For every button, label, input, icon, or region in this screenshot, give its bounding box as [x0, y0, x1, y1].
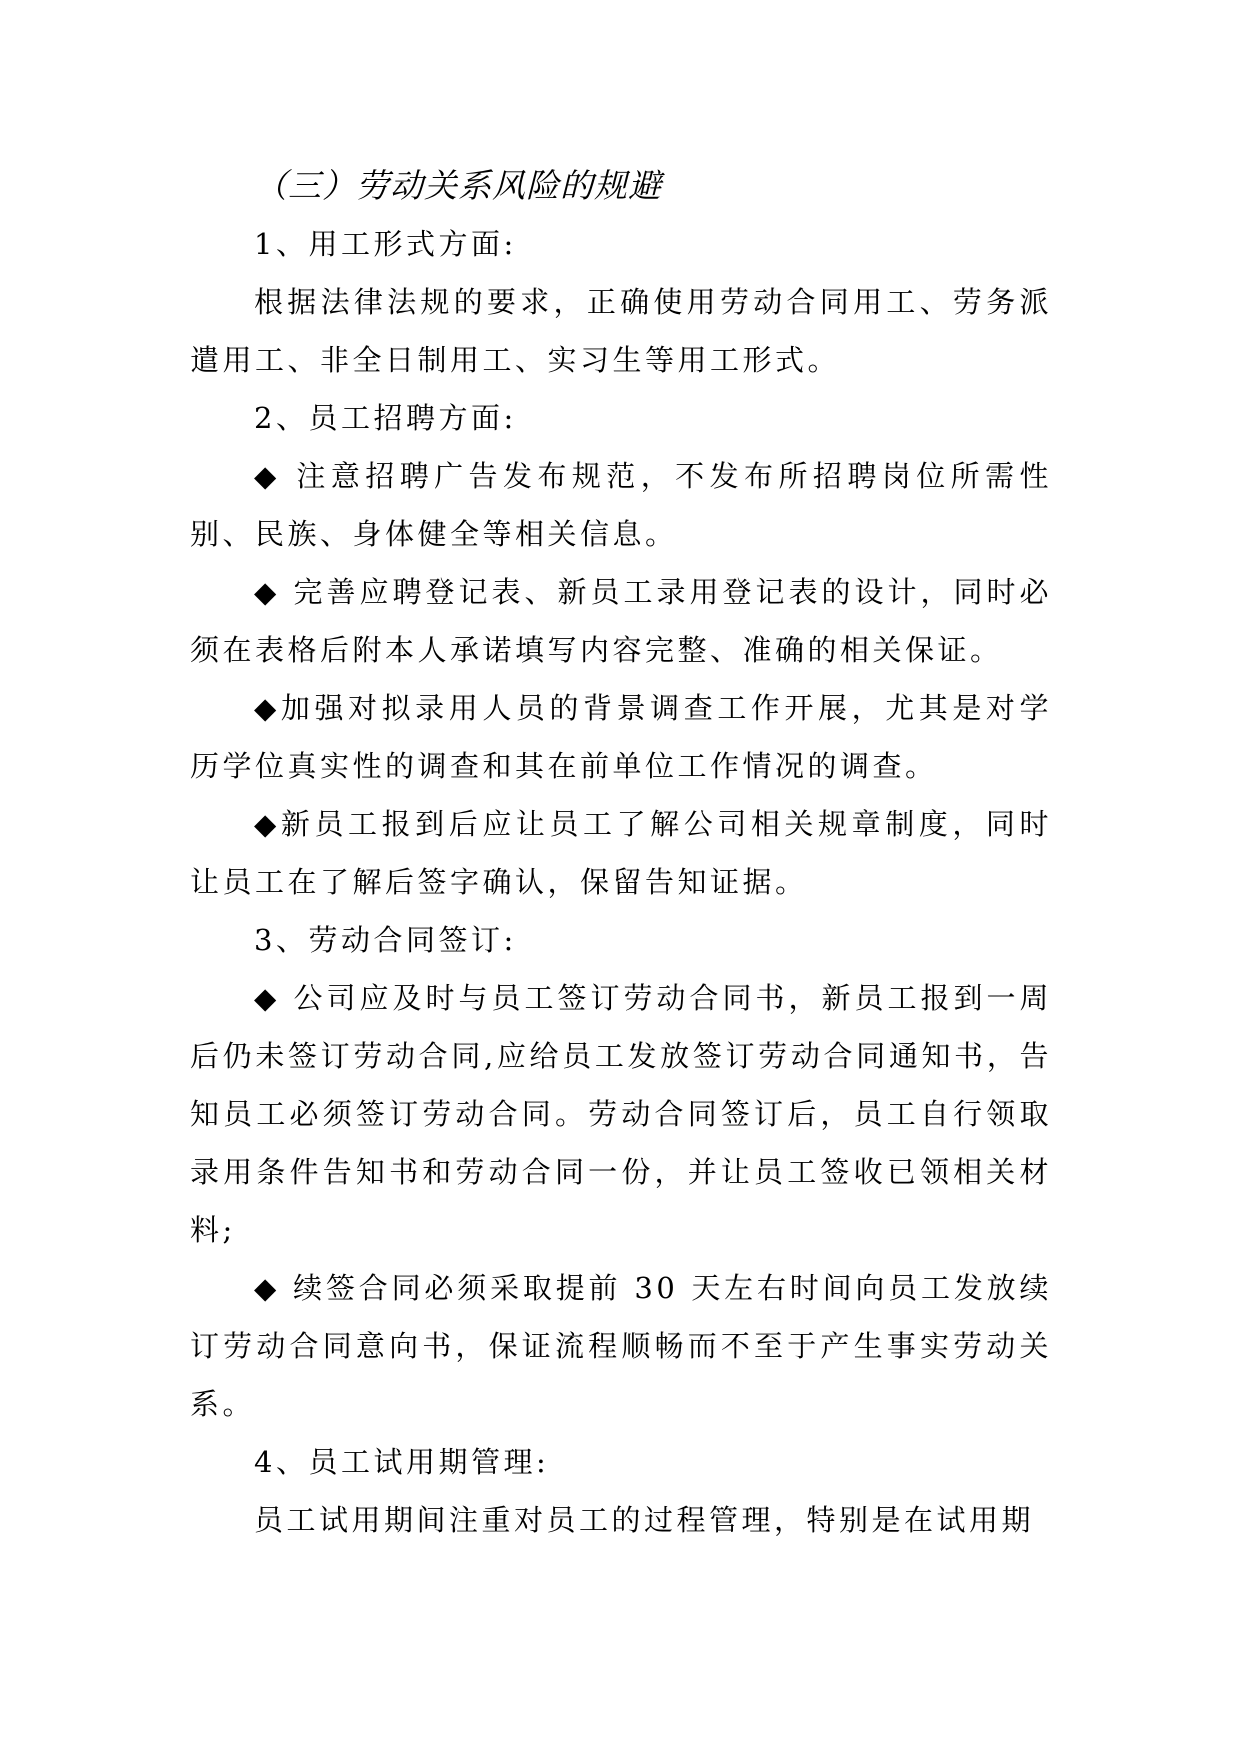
bullet-registration-forms: ◆ 完善应聘登记表、新员工录用登记表的设计，同时必须在表格后附本人承诺填写内容完整、准确的相关保证。	[190, 575, 1052, 667]
bullet-contract-timely: ◆ 公司应及时与员工签订劳动合同书，新员工报到一周后仍未签订劳动合同,应给员工发放签订劳动合同通知书，告知员工必须签订劳动合同。劳动合同签订后，员工自行领取录用条件告知书和劳动合同一份，并让员工签收已领相关材料;	[190, 981, 1052, 1247]
subhead-recruitment: 2、员工招聘方面:	[254, 401, 517, 435]
document-body	[190, 157, 1052, 1549]
bullet-background-check: ◆加强对拟录用人员的背景调查工作开展，尤其是对学历学位真实性的调查和其在前单位工作情况的调查。	[190, 691, 1052, 783]
bullet-new-hire-rules: ◆新员工报到后应让员工了解公司相关规章制度，同时让员工在了解后签字确认，保留告知证据。	[190, 807, 1052, 899]
bullet-contract-renewal: ◆ 续签合同必须采取提前 30 天左右时间向员工发放续订劳动合同意向书，保证流程顺畅而不至于产生事实劳动关系。	[190, 1271, 1052, 1421]
subhead-employment-forms: 1、用工形式方面:	[254, 227, 517, 261]
subhead-contract-signing: 3、劳动合同签订:	[254, 923, 517, 957]
paragraph-probation: 员工试用期间注重对员工的过程管理，特别是在试用期	[254, 1503, 1035, 1537]
paragraph-employment-forms: 根据法律法规的要求，正确使用劳动合同用工、劳务派遣用工、非全日制用工、实习生等用工形式。	[190, 285, 1052, 377]
subhead-probation: 4、员工试用期管理:	[254, 1445, 550, 1479]
bullet-recruitment-ads: ◆ 注意招聘广告发布规范，不发布所招聘岗位所需性别、民族、身体健全等相关信息。	[190, 459, 1052, 551]
section-heading: （三）劳动关系风险的规避	[254, 166, 662, 205]
